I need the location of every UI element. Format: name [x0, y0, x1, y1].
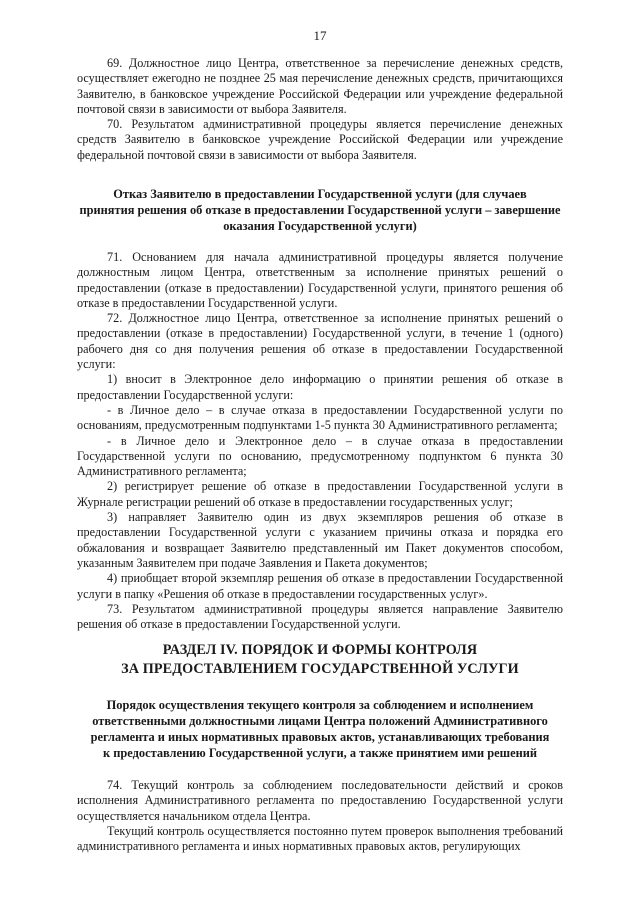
- list-item-4: 4) приобщает второй экземпляр решения об отказе в предоставлении Государственной услуги в папку «Решения об отказе в предоставлении государственных услуг».: [77, 571, 563, 601]
- paragraphs-74: [77, 778, 563, 854]
- list-item-dash-personal-file: - в Личное дело – в случае отказа в предоставлении Государственной услуги по основаниям, предусмотренным подпунктами 1-5 пункта 30 Административного регламента;: [77, 402, 563, 433]
- page-number: 17: [313, 28, 327, 43]
- subsection-heading-refusal: [77, 186, 563, 234]
- heading-line: принятия решения об отказе в предоставлении Государственной услуги – завершение: [79, 203, 561, 217]
- paragraphs-69-70: [77, 56, 563, 163]
- heading-line: ответственными должностными лицами Центра положений Административного: [92, 714, 548, 728]
- heading-line: Порядок осуществления текущего контроля за соблюдением и исполнением: [106, 698, 534, 712]
- heading-line: регламента и иных нормативных правовых актов, устанавливающих требования: [90, 730, 550, 744]
- section-heading: [77, 641, 563, 679]
- heading-line: оказания Государственной услуги): [223, 219, 417, 233]
- list-item-3: 3) направляет Заявителю один из двух экземпляров решения об отказе в предоставлении Государственной услуги с указанием причины отказа и порядка его обжалования и возвращает Заявителю представленный им Пакет документов способом, указанным Заявителем при подаче Заявления и Пакета документов;: [77, 510, 563, 570]
- paragraph-72: 72. Должностное лицо Центра, ответственное за исполнение принятых решений о предоставлении (отказе в предоставлении) Государственной услуги, в течение 1 (одного) рабочего дня со дня получения решения об отказе в предоставлении Государственной услуги:: [77, 311, 563, 372]
- section-heading-line: РАЗДЕЛ IV. ПОРЯДОК И ФОРМЫ КОНТРОЛЯ: [162, 642, 478, 658]
- paragraphs-71-73: [77, 250, 563, 632]
- paragraph-70: 70. Результатом административной процедуры является перечисление денежных средств Заявителю в банковское учреждение Российской Федерации или учреждение федеральной почтовой связи в зависимости от выбора Заявителя.: [77, 117, 563, 162]
- paragraph-74-continued: Текущий контроль осуществляется постоянно путем проверок выполнения требований административного регламента и иных нормативных правовых актов, регулирующих: [77, 823, 563, 854]
- list-item-1: 1) вносит в Электронное дело информацию о принятии решения об отказе в предоставлении Государственной услуги:: [77, 372, 563, 402]
- list-item-2: 2) регистрирует решение об отказе в предоставлении Государственной услуги в Журнале регистрации решений об отказе в предоставлении государственных услуг;: [77, 479, 563, 509]
- subsection-heading-control: [77, 697, 563, 761]
- paragraph-69: 69. Должностное лицо Центра, ответственное за перечисление денежных средств, осуществляет ежегодно не позднее 25 мая перечисление денежных средств, причитающихся Заявителю, в банковское учреждение Российской Федерации или учреждение федеральной почтовой связи в зависимости от выбора Заявителя.: [77, 56, 563, 116]
- heading-line: к предоставлению Государственной услуги, а также принятием ими решений: [103, 746, 537, 760]
- paragraph-73: 73. Результатом административной процедуры является направление Заявителю решения об отказе в предоставлении Государственной услуги.: [77, 601, 563, 632]
- paragraph-74: 74. Текущий контроль за соблюдением последовательности действий и сроков исполнения Административного регламента по предоставлению Государственной услуги осуществляется начальником отдела Центра.: [77, 778, 563, 823]
- section-heading-line: ЗА ПРЕДОСТАВЛЕНИЕМ ГОСУДАРСТВЕННОЙ УСЛУГИ: [121, 661, 519, 677]
- paragraph-71: 71. Основанием для начала административной процедуры является получение должностным лицом Центра, ответственным за исполнение принятых решений о предоставлении (отказе в предоставлении) Государственной услуги, принятого решения об отказе в предоставлении Государственной услуги.: [77, 250, 563, 310]
- heading-line: Отказ Заявителю в предоставлении Государственной услуги (для случаев: [113, 187, 527, 201]
- list-item-dash-electronic-file: - в Личное дело и Электронное дело – в случае отказа в предоставлении Государственной услуги по основанию, предусмотренному подпунктом 6 пункта 30 Административного регламента;: [77, 433, 563, 479]
